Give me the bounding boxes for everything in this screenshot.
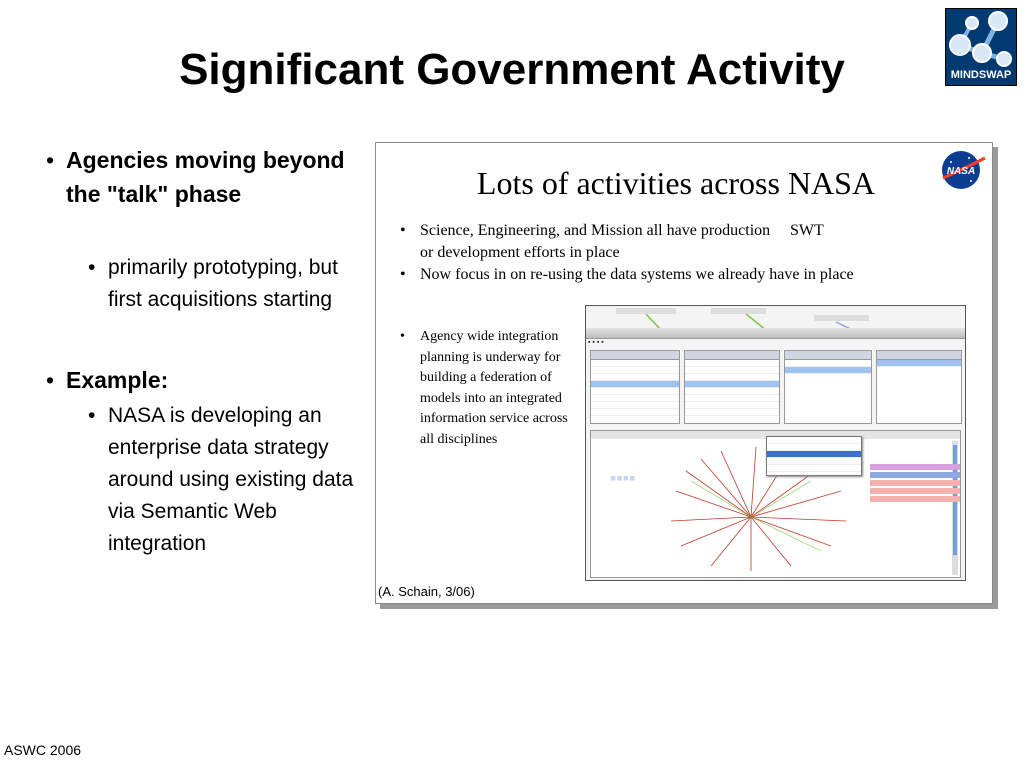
bullet-list-2	[40, 363, 362, 397]
mindswap-logo	[945, 8, 1017, 86]
bullet-list	[40, 143, 362, 211]
graph-legend	[870, 464, 960, 504]
slide-title: Significant Government Activity	[179, 45, 845, 94]
nasa-logo-text: NASA	[946, 166, 976, 177]
bullet-agencies: • Agencies moving beyond the "talk" phase	[40, 143, 362, 211]
pane-project	[684, 350, 780, 424]
connector-lines	[586, 306, 965, 328]
pops-watermark: ▪▪▪▪	[610, 468, 636, 488]
embedded-bullet-agency: • Agency wide integration planning is underway for building a federation of models into an integrated information service across all disciplines	[396, 327, 582, 450]
pane-person	[876, 350, 962, 424]
window-menubar: ▪ ▪ ▪ ▪	[588, 339, 604, 346]
sub-bullet-prototyping: • primarily prototyping, but first acquisitions starting	[40, 252, 362, 316]
sub-bullet-list	[40, 252, 362, 316]
network-icon	[946, 9, 1016, 71]
swt-label: SWT	[790, 222, 824, 239]
embedded-bullet-reuse: • Now focus in on re-using the data systems we already have in place	[396, 264, 866, 286]
footer-text: ASWC 2006	[4, 742, 82, 758]
app-screenshot	[585, 305, 966, 581]
pane-nasa-center	[590, 350, 680, 424]
sub-bullet-list-2	[40, 400, 362, 560]
sub-bullet-nasa: • NASA is developing an enterprise data strategy around using existing data via Semantic Web integration	[40, 400, 362, 560]
logo-text: MINDSWAP	[950, 69, 1012, 81]
bullet-example: • Example:	[40, 363, 362, 397]
pane-competency	[784, 350, 872, 424]
nasa-logo-icon	[941, 148, 987, 192]
credit-text: (A. Schain, 3/06)	[378, 584, 475, 599]
embedded-slide	[375, 142, 993, 604]
window-titlebar	[586, 328, 965, 339]
embedded-bullet-science: • Science, Engineering, and Mission all have production or development efforts in place	[396, 220, 866, 264]
embedded-slide-title: Lots of activities across NASA	[476, 165, 876, 201]
dropdown-popup	[766, 436, 862, 476]
